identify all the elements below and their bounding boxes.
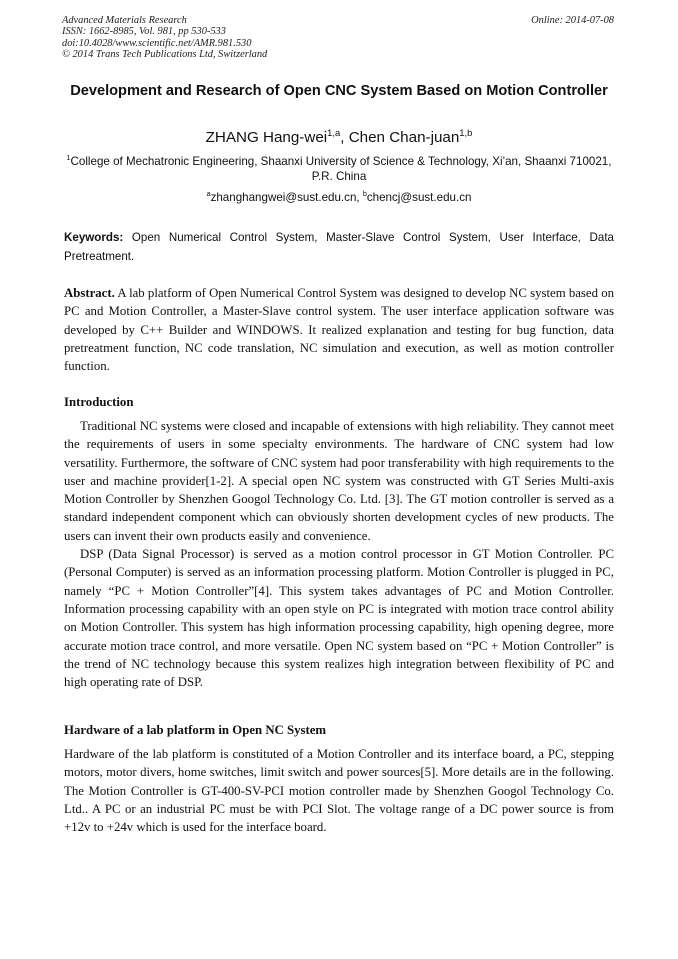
email-a: zhanghangwei@sust.edu.cn [210, 191, 357, 204]
journal-doi: doi:10.4028/www.scientific.net/AMR.981.530 [62, 37, 252, 49]
keywords-text: Open Numerical Control System, Master-Slave Control System, User Interface, Data Pretreatment. [64, 231, 614, 263]
email-b-mark: b [362, 189, 367, 199]
section-heading-introduction: Introduction [64, 395, 134, 409]
affiliation-text: College of Mechatronic Engineering, Shaanxi University of Science & Technology, Xi’an, Shaanxi 710021, P.R. China [70, 155, 612, 183]
author-emails [64, 191, 614, 205]
abstract-text: A lab platform of Open Numerical Control System was designed to develop NC system based on PC and Motion Controller, a Master-Slave control system. The user interface application software was developed by C++ Builder and WINDOWS. It realized explanation and testing for bug function, data pretreatment function, NC code translation, NC simulation and execution, as well as motion controller function. [64, 286, 614, 374]
journal-copyright: © 2014 Trans Tech Publications Ltd, Switzerland [62, 49, 268, 61]
author-2-affil-mark: 1,b [459, 126, 473, 138]
intro-paragraph-1: Traditional NC systems were closed and incapable of extensions with high reliability. They cannot meet the requirements of users in some specialty environments. The hardware of CNC system had low versatility. Furthermore, the software of CNC system had poor transferability with high requirements to the user and machine provider[1-2]. A special open NC system was constructed with GT Series Multi-axis Motion Controller by Shenzhen Googol Technology Co. Ltd. [3]. The GT motion controller is served as a standard independent component which can obviously shorten development cycles of new products. The users can invent their own products easily and convenience. [64, 419, 614, 543]
hardware-body [64, 745, 614, 836]
abstract-label: Abstract. [64, 286, 115, 300]
author-1-affil-mark: 1,a [327, 126, 341, 138]
online-date: Online: 2014-07-08 [531, 15, 614, 26]
author-2: Chen Chan-juan [348, 129, 460, 146]
email-b: chencj@sust.edu.cn [366, 191, 472, 204]
affiliation-mark: 1 [66, 153, 71, 163]
keywords [64, 229, 614, 266]
author-line [64, 128, 614, 148]
journal-name: Advanced Materials Research [62, 15, 187, 26]
abstract [64, 284, 614, 375]
author-1: ZHANG Hang-wei [205, 129, 328, 146]
intro-paragraph-2: DSP (Data Signal Processor) is served as a motion control processor in GT Motion Controller. PC (Personal Computer) is served as an information processing platform. Motion Controller is plugged in PC, namely “PC + Motion Controller”[4]. This system takes advantages of PC and Motion Controller. Information processing capability with an open style on PC is integrated with motion trace control ability on Motion Controller. This system has high information processing capability, high opening degree, more accurate motion trace control, and more versatile. Open NC system based on “PC + Motion Controller” is the trend of NC technology because this system realizes high integration between flexibility of PC and high operating rate of DSP. [64, 547, 614, 690]
journal-header [62, 15, 267, 61]
hardware-paragraph: Hardware of the lab platform is constituted of a Motion Controller and its interface board, a PC, stepping motors, motor divers, home switches, limit switch and power sources[5]. More details are in the following. The Motion Controller is GT-400-SV-PCI motion controller made by Shenzhen Googol Technology Co. Ltd.. A PC or an industrial PC must be with PCI Slot. The voltage range of a DC power source is from +12v to +24v which is used for the interface board. [64, 747, 614, 835]
email-a-mark: a [206, 189, 211, 199]
author-separator: , [340, 129, 349, 146]
affiliation [64, 155, 614, 184]
section-heading-hardware: Hardware of a lab platform in Open NC System [64, 723, 327, 737]
journal-issn: ISSN: 1662-8985, Vol. 981, pp 530-533 [62, 26, 226, 38]
keywords-label: Keywords: [64, 231, 124, 244]
introduction-body [64, 417, 614, 691]
paper-title: Development and Research of Open CNC System Based on Motion Controller [70, 83, 608, 99]
email-separator: , [356, 191, 363, 204]
